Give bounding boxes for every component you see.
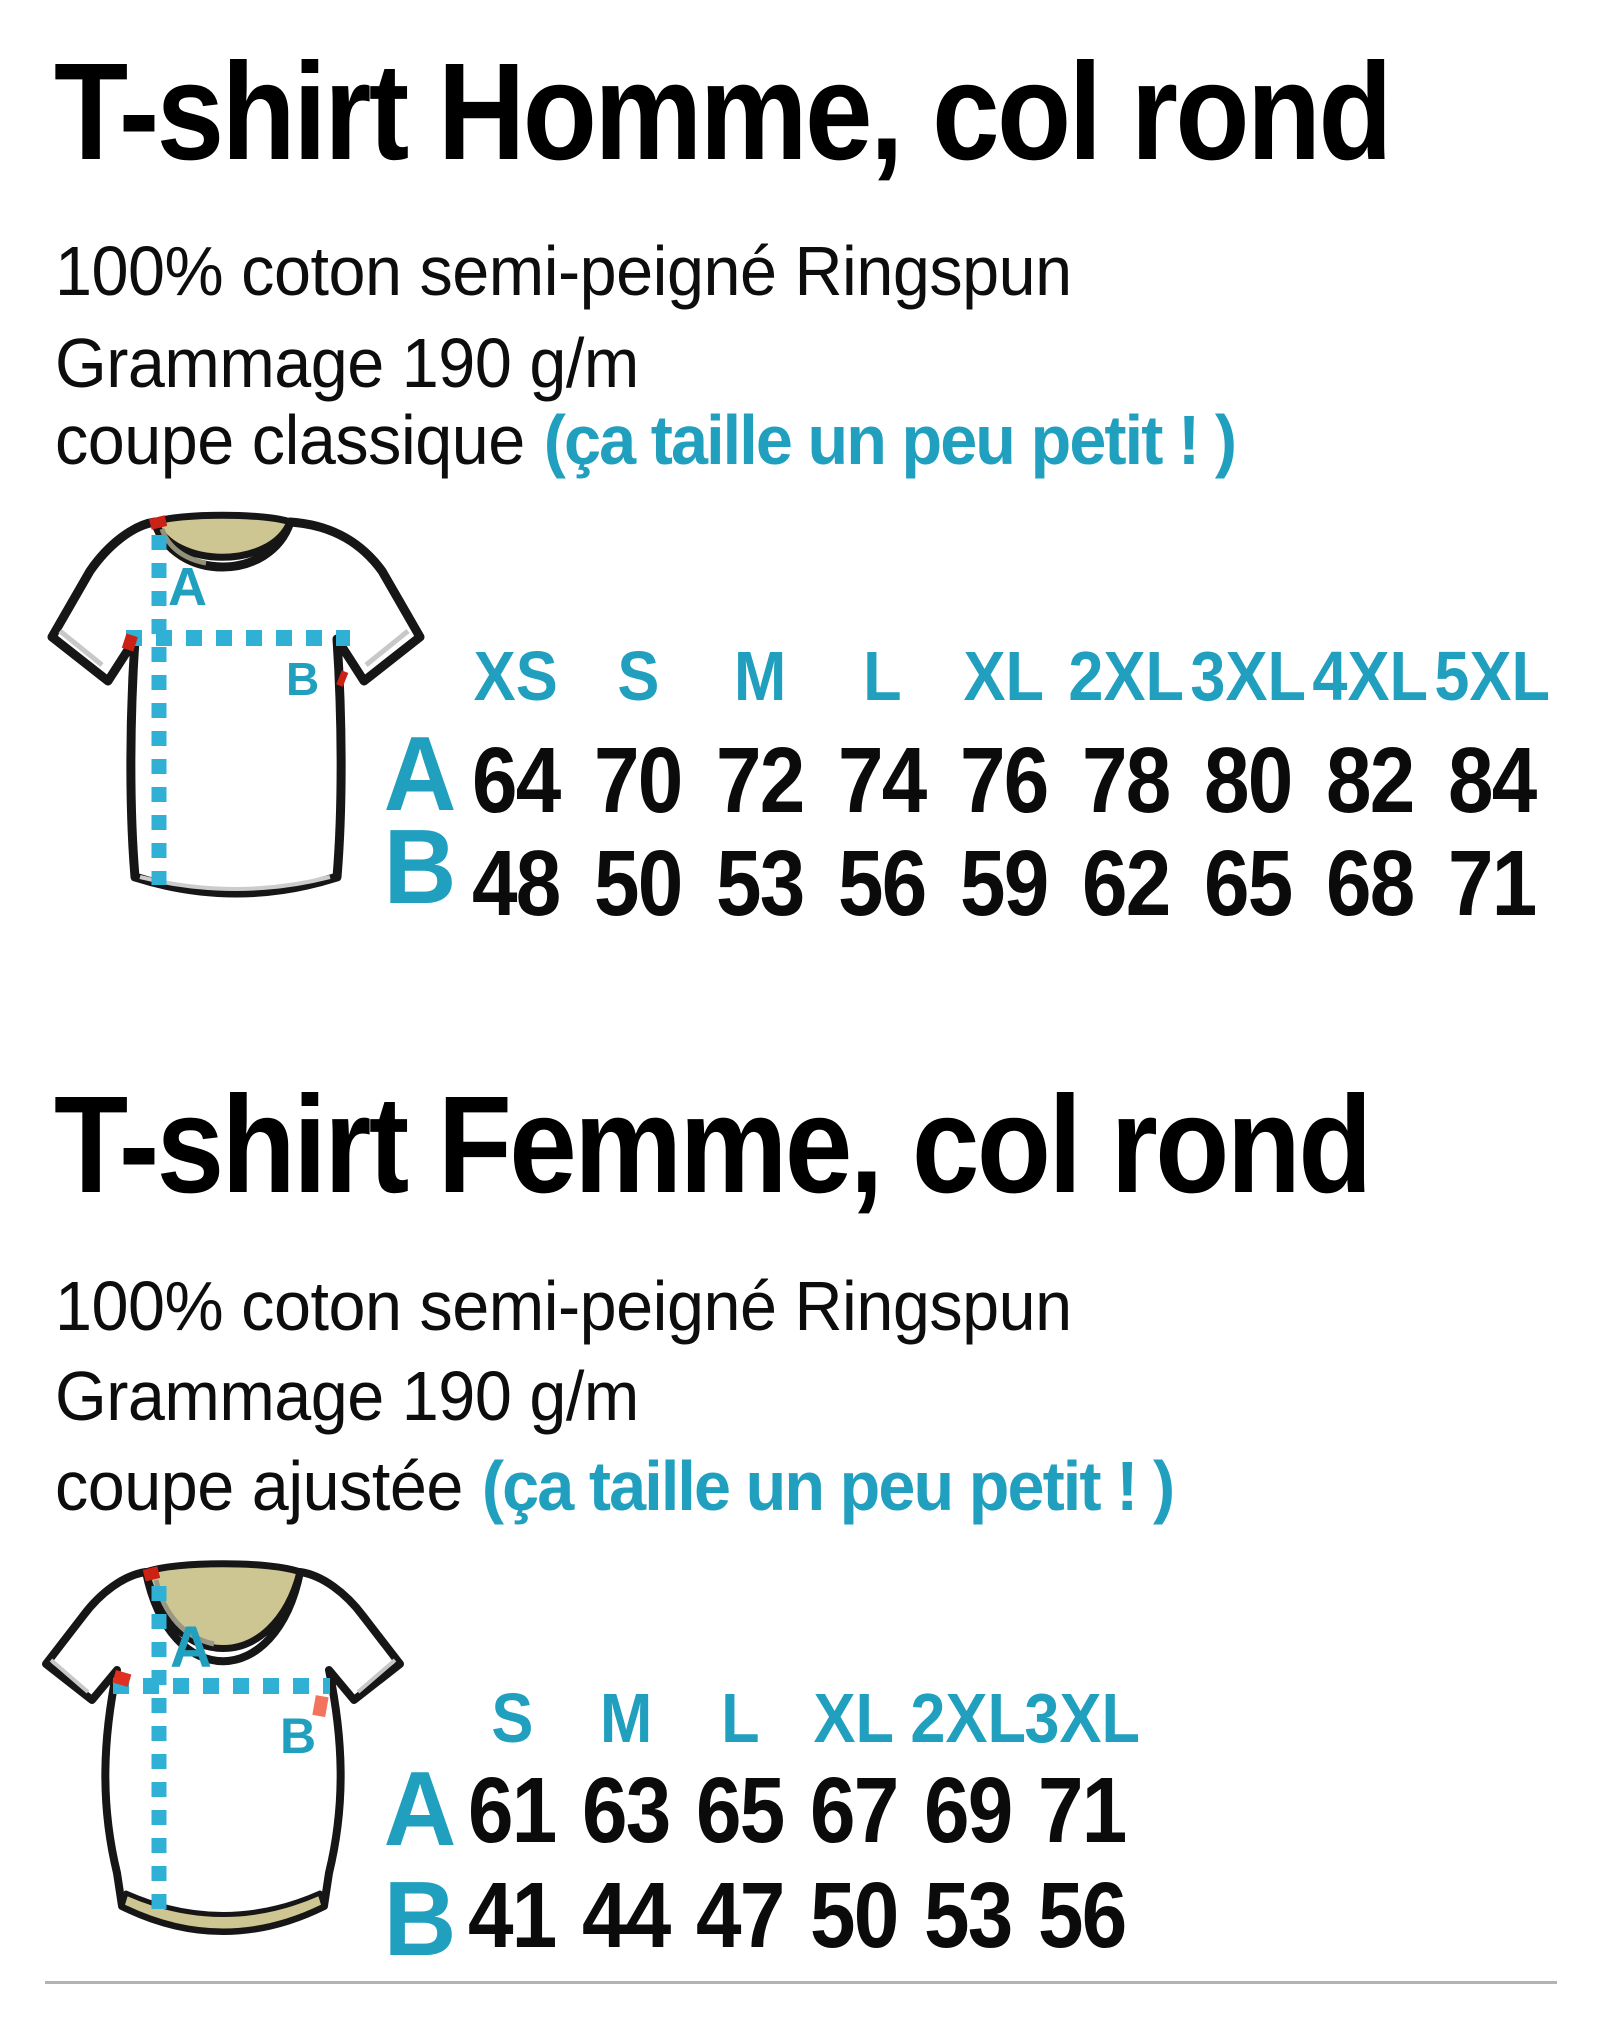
- femme-row-b-label: B: [383, 1860, 457, 1978]
- measure-value: 65: [1204, 831, 1292, 935]
- homme-row-b-values: [455, 831, 1553, 935]
- measure-value: 41: [468, 1863, 556, 1967]
- size-header: M: [733, 637, 787, 715]
- measure-value: 56: [1038, 1863, 1126, 1967]
- measure-value: 50: [594, 831, 682, 935]
- size-header: M: [599, 1679, 653, 1757]
- femme-size-header-row: [455, 1679, 1140, 1757]
- homme-desc-line1: 100% coton semi-peigné Ringspun: [55, 232, 1072, 310]
- size-header: 2XL: [1068, 637, 1184, 715]
- measure-value: 56: [838, 831, 926, 935]
- measure-value: 74: [838, 728, 926, 832]
- homme-desc-line2: Grammage 190 g/m: [55, 324, 639, 402]
- femme-fit-note: (ça taille un peu petit ! ): [481, 1447, 1174, 1525]
- measure-value: 53: [924, 1863, 1012, 1967]
- diagram-letter-b: B: [280, 1708, 317, 1764]
- size-header: L: [720, 1679, 760, 1757]
- measure-value: 71: [1448, 831, 1536, 935]
- homme-row-a-values: [455, 728, 1553, 832]
- measure-value: 65: [696, 1758, 784, 1862]
- measure-value: 47: [696, 1863, 784, 1967]
- mens-tshirt-icon: [38, 505, 430, 917]
- measure-value: 78: [1082, 728, 1170, 832]
- femme-row-a-values: [455, 1758, 1139, 1862]
- size-header: XL: [813, 1679, 895, 1757]
- measure-value: 63: [582, 1758, 670, 1862]
- measure-value: 50: [810, 1863, 898, 1967]
- measure-value: 70: [594, 728, 682, 832]
- femme-row-b-values: [455, 1863, 1139, 1967]
- measure-value: 64: [472, 728, 560, 832]
- femme-fit-line: [55, 1447, 1174, 1525]
- femme-desc-line1: 100% coton semi-peigné Ringspun: [55, 1267, 1072, 1345]
- homme-size-header-row: [455, 637, 1553, 715]
- homme-row-b-label: B: [383, 808, 457, 926]
- size-header: L: [862, 637, 902, 715]
- measure-value: 68: [1326, 831, 1414, 935]
- womens-tshirt-icon: [38, 1558, 408, 1948]
- size-header: 4XL: [1312, 637, 1428, 715]
- femme-title: T-shirt Femme, col rond: [54, 1068, 1370, 1222]
- homme-fit-note: (ça taille un peu petit ! ): [543, 401, 1236, 479]
- size-header: S: [616, 637, 660, 715]
- measure-value: 71: [1038, 1758, 1126, 1862]
- measure-value: 61: [468, 1758, 556, 1862]
- measure-value: 82: [1326, 728, 1414, 832]
- size-header: 3XL: [1190, 637, 1306, 715]
- measure-value: 80: [1204, 728, 1292, 832]
- femme-fit-text: coupe ajustée: [55, 1447, 463, 1525]
- diagram-letter-a: A: [168, 557, 207, 617]
- size-header: XS: [473, 637, 559, 715]
- measure-value: 76: [960, 728, 1048, 832]
- size-header: 2XL: [910, 1679, 1026, 1757]
- bottom-divider: [45, 1981, 1557, 1984]
- femme-desc-line2: Grammage 190 g/m: [55, 1357, 639, 1435]
- homme-row-a-label: A: [383, 715, 457, 833]
- measure-value: 67: [810, 1758, 898, 1862]
- measure-value: 44: [582, 1863, 670, 1967]
- homme-shirt-diagram: [38, 505, 430, 917]
- homme-title: T-shirt Homme, col rond: [54, 35, 1390, 189]
- size-header: 5XL: [1434, 637, 1550, 715]
- homme-fit-text: coupe classique: [55, 401, 525, 479]
- femme-row-a-label: A: [383, 1750, 457, 1868]
- measure-value: 59: [960, 831, 1048, 935]
- measure-value: 69: [924, 1758, 1012, 1862]
- femme-shirt-diagram: [38, 1558, 408, 1948]
- measure-value: 62: [1082, 831, 1170, 935]
- diagram-letter-b: B: [286, 653, 320, 705]
- measure-value: 72: [716, 728, 804, 832]
- homme-fit-line: [55, 401, 1236, 479]
- measure-value: 48: [472, 831, 560, 935]
- size-header: XL: [963, 637, 1045, 715]
- size-header: 3XL: [1024, 1679, 1140, 1757]
- measure-value: 84: [1448, 728, 1536, 832]
- diagram-letter-a: A: [170, 1615, 212, 1680]
- measure-value: 53: [716, 831, 804, 935]
- size-header: S: [490, 1679, 534, 1757]
